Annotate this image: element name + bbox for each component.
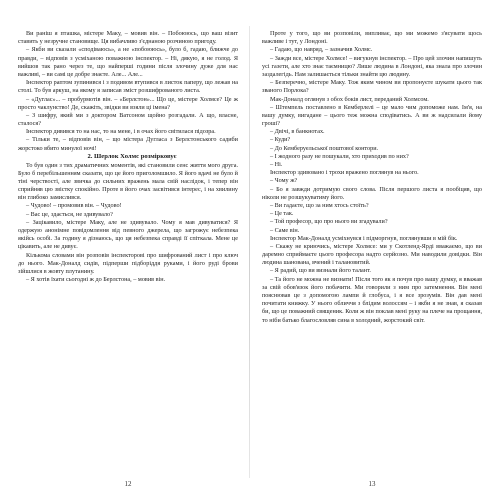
paragraph: – До Кемберуельської поштової контори. bbox=[270, 144, 379, 152]
left-page-text-before bbox=[18, 30, 238, 153]
paragraph: – Та його не можна не визнати! Після того як я почув про вашу думку, я вважав за свій обов'язок його побачити. Ми говорили з ним про затемнення. Він мені пояснював це з допомогою лампи й глобуса, і я все зрозумів. Він дав мені почитати книжку. У нього обличчя з блідим волоссям – і якби я не знав, я сказав би, що це поважний священик. Коли ж він поклав мені руку на плече на прощання, то ніби батько благословляв сина в холодний, жорстокий світ. bbox=[262, 275, 482, 324]
left-page bbox=[18, 30, 238, 476]
paragraph: – Двічі, в банкнотах. bbox=[270, 128, 325, 136]
paragraph: Кількома словами він розповів інспекторові про шифрований лист і про ключ до нього. Мак-Доналд сидів, підперши підборіддя руками, і його руді брови зійшлися в жовту плутанину. bbox=[18, 251, 238, 275]
paragraph: Інспектор дивився то на нас, то на мене, і в очах його світилася підозра. bbox=[26, 128, 216, 136]
paragraph: – Саме він. bbox=[270, 226, 300, 234]
paragraph: – Той професор, що про нього ви згадували? bbox=[270, 218, 388, 226]
paragraph: – Це так. bbox=[270, 210, 294, 218]
paragraph: Інспектор Мак-Доналд усміхнувся і підморгнув, поглянувши в мій бік. bbox=[270, 234, 458, 242]
paragraph: – Чудово! – промовив він. – Чудово! bbox=[26, 202, 122, 210]
paragraph: – Ви гадаєте, що за ним хтось стоїть? bbox=[270, 201, 369, 209]
paragraph: – Тільки те, – відповів він, – що містера Дугласа з Берлстонського садиби жорстоко вбито минулої ночі! bbox=[18, 136, 238, 152]
paragraph: То був один з тих драматичних моментів, які становили сенс життя мого друга. Було б перебільшенням сказати, що це його приголомшило. Я його вдачі не було й тіні черствості, але звичка до сильних вражень мала свій наслідок, і тепер він сприйняв цю звістку спокійно. Проте в його очах засвітився інтерес, і на хвилину він глибоко замислився. bbox=[18, 161, 238, 202]
paragraph: – Вас це, здається, не здивувало? bbox=[26, 210, 113, 218]
paragraph: – Я хотів їхати сьогодні ж до Берлстона, – мовив він. bbox=[26, 276, 166, 284]
right-page bbox=[262, 30, 482, 476]
chapter-heading: 2. Шерлок Холмс розмірковує bbox=[87, 152, 177, 160]
paragraph: Проте у того, що ви розповіли, випливає, що ми можемо з'ясувати щось важливе і тут, у Лондоні. bbox=[262, 30, 482, 46]
paragraph: – Гадаю, що навряд, – зазначив Холмс. bbox=[270, 46, 373, 54]
paragraph: – Я радий, що ви визнали його талант. bbox=[270, 267, 371, 275]
paragraph: – Зажди все, містере Холмсе! – вигукнув інспектор. – Про цей злочин напишуть усі газети, але хто знає таємницю? Лише людина в Лондоні, яка знала про злочин заздалегідь. Нам залишається тільки знайти цю людину. bbox=[262, 54, 482, 78]
paragraph: – Бо я завжди дотримую свого слова. Після першого листа я пообіцяв, що ніколи не розшукуватиму його. bbox=[262, 185, 482, 201]
paragraph: – Якби ви сказали «сподіваюсь», а не «побоююсь», було б, гадаю, ближче до правди, – відповів з усміханою поважною інспектор. – Ні, дякую, я не голод. Я вийшов так рано через те, що найперші години після злочину дуже для нас важливі, – ви самі це добре знаєте. Але... Але... bbox=[18, 46, 238, 78]
right-page-text bbox=[262, 30, 482, 325]
paragraph: – І жодного разу не пошукали, хто приходив по них? bbox=[270, 152, 409, 160]
left-page-text-after bbox=[18, 162, 238, 285]
paragraph: – Куди? bbox=[270, 136, 291, 144]
paragraph: Інспектор здивовано і трохи вражено поглянув на нього. bbox=[270, 169, 419, 177]
paragraph: – «Дуглас»... – пробурмотів він. – «Берлстон»... Що це, містере Холмсе? Це ж просто чаклунство! Де, скажіть, звідки ви взяли ці імена? bbox=[18, 95, 238, 111]
paragraph: – Безперечно, містере Маку. Тож яким чином ви пропонуєте шукати цього так званого Порлока? bbox=[262, 79, 482, 95]
paragraph: – Штемпель поставлено в Кемберлелі – це мало чим допоможе нам. Ім'я, на вашу думку, вигадане – цього теж можна сподіватись. А ви ж надсилали йому гроші? bbox=[262, 103, 482, 128]
paragraph: – З шифру, який ми з доктором Ватсоном щойно розгадали. А що, власне, сталося? bbox=[18, 111, 238, 128]
paragraph: – Зацікавило, містере Маку, але не здивувало. Чому я мав дивуватися? Я одержую анонімне повідомлення від певного джерела, що загрожує небезпека якійсь особі. За годину я дізнаюсь, що ця небезпека справді її спіткала. Мене це цікавить, але не дивує. bbox=[18, 218, 238, 251]
page-gutter bbox=[249, 26, 250, 478]
paragraph: – Ні. bbox=[270, 161, 283, 168]
paragraph: – Чому ж? bbox=[270, 177, 298, 185]
paragraph: Мак-Доналд оглянув з обох боків лист, переданий Холмсом. bbox=[270, 95, 429, 103]
paragraph: – Скажу не криючись, містере Холмсе: ми у Скотленд-Ярді вважаємо, що ви даремно сприймаєте цього професора надто серйозно. Ми наводили довідки. Він людина шанована, вчений і талановитий. bbox=[262, 242, 482, 267]
page-number-left: 12 bbox=[124, 480, 132, 488]
paragraph: Інспектор раптом зупинився і з подивом втупився в листок паперу, що лежав на столі. То був аркуш, на якому я записав зміст розшифрованого листа. bbox=[18, 79, 238, 95]
paragraph: Ви раніш я пташка, містере Маку, – мовив він. – Побоююсь, що ваш візит ставить у незручне становище. Ця вибачливо з'єднаною розчиною пригоду. bbox=[18, 30, 238, 46]
page-number-right: 13 bbox=[368, 480, 376, 488]
